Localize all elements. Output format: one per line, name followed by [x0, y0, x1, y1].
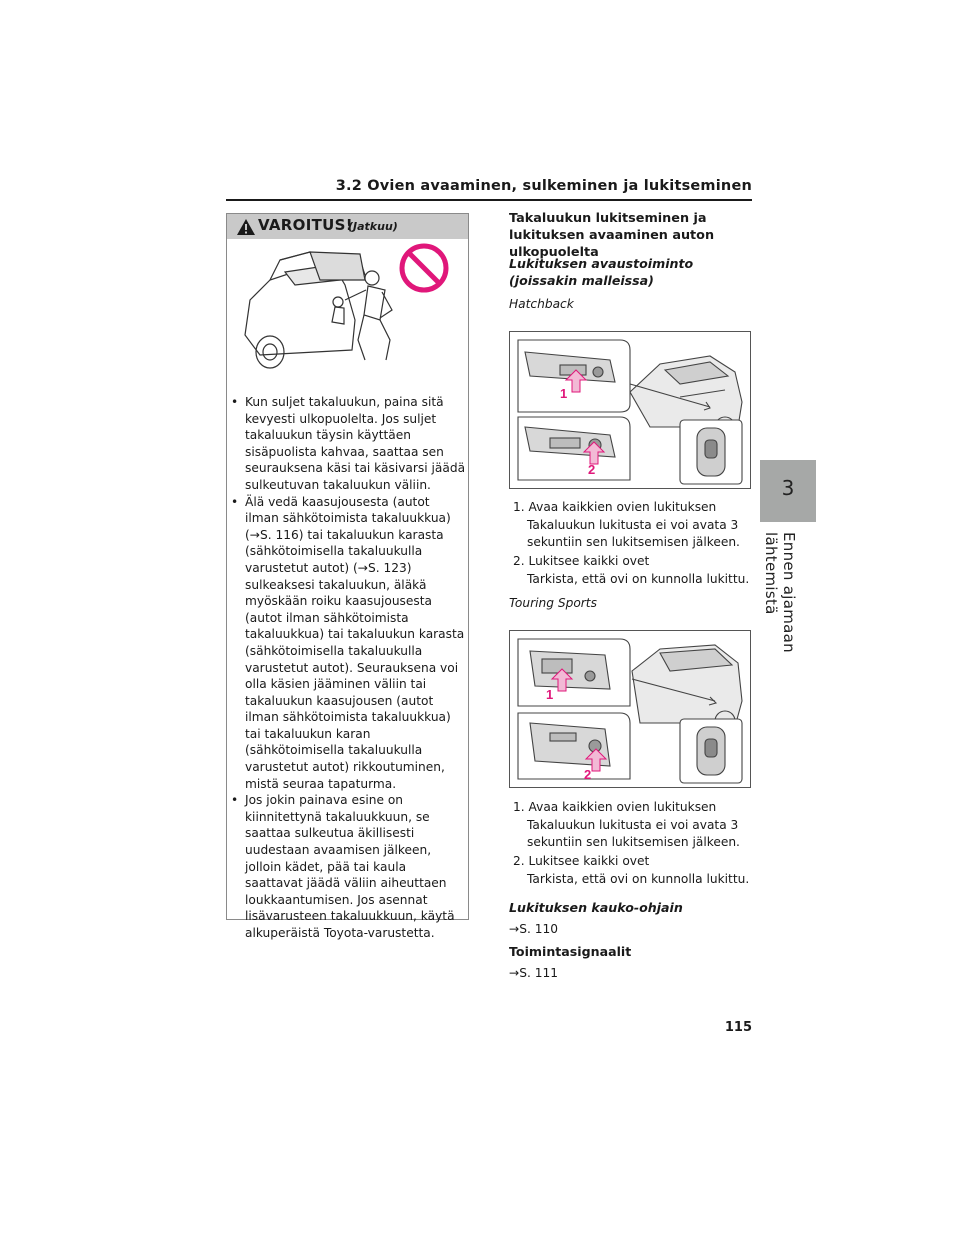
warning-list — [231, 394, 467, 942]
variant-label-touring-sports: Touring Sports — [509, 596, 597, 610]
callout-1: 1 — [560, 386, 568, 401]
warning-item: • Älä vedä kaasujousesta (autot ilman sähkötoimista takaluukkua) (→S. 116) tai takaluukun karasta (sähkötoimisella takaluukulla varustetut autot) (→S. 123) sulkeaksesi takaluukun, äläkä myöskään roiku kaasujousesta (autot ilman sähkötoimista takaluukkua) tai takaluukun karasta (sähkötoimisella takaluukulla varustetut autot). Seurauksena voi olla käsien jääminen väliin tai takaluukun kaasujousen (autot ilman sähkötoimista takaluukkua) tai takaluukun karan (sähkötoimisella takaluukulla varustetut autot) rikkoutuminen, mistä seuraa tapaturma. — [231, 494, 465, 791]
warning-triangle-icon — [236, 218, 256, 236]
variant-label-hatchback: Hatchback — [509, 297, 574, 311]
remote-heading: Lukituksen kauko-ohjain — [509, 900, 683, 915]
step-1-label: 1. Avaa kaikkien ovien lukituksen — [513, 500, 717, 514]
signals-page-link[interactable]: →S. 111 — [509, 966, 558, 980]
section-header-title: 3.2 Ovien avaaminen, sulkeminen ja lukitseminen — [335, 178, 752, 194]
header-divider — [226, 199, 752, 201]
step-2-label: 2. Lukitsee kaikki ovet — [513, 854, 650, 868]
hatchback-illustration — [510, 332, 750, 488]
step-2-detail: Tarkista, että ovi on kunnolla lukittu. — [527, 872, 750, 886]
touring-sports-illustration — [510, 631, 750, 787]
touring-sports-figure — [509, 630, 751, 788]
page-number: 115 — [724, 1020, 752, 1035]
section-heading: Takaluukun lukitseminen ja lukituksen avaaminen auton ulkopuolelta — [509, 211, 715, 260]
warning-continued-label: (Jatkuu) — [348, 220, 398, 233]
warning-item: • Jos jokin painava esine on kiinnitettynä takaluukkuun, se saattaa sulkeutua äkillisesti uudestaan avaamisen jälkeen, jolloin kädet, pää tai kaula saattavat jäädä väliin aiheuttaen loukkaantumisen. Jos asennat lisävarusteen takaluukkuun, käytä alkuperäistä Toyota-varustetta. — [231, 793, 455, 940]
callout-2: 2 — [584, 767, 592, 782]
hatchback-figure — [509, 331, 751, 489]
subsection-heading: Lukituksen avaustoiminto (joissakin malleissa) — [509, 256, 694, 288]
remote-page-link[interactable]: →S. 110 — [509, 922, 558, 936]
step-2-label: 2. Lukitsee kaikki ovet — [513, 554, 650, 568]
step-1-detail: Takaluukun lukitusta ei voi avata 3 sekuntiin sen lukitsemisen jälkeen. — [527, 518, 740, 549]
step-1-label: 1. Avaa kaikkien ovien lukituksen — [513, 800, 717, 814]
warning-item: • Kun suljet takaluukun, paina sitä kevyesti ulkopuolelta. Jos suljet takaluukun täysin käyttäen sisäpuolista kahvaa, saattaa sen seurauksena käsi tai käsivarsi jäädä sulkeutuvan takaluukun väliin. — [231, 395, 466, 492]
callout-2: 2 — [588, 462, 596, 477]
warning-title: VAROITUS! — [258, 216, 353, 234]
step-2-detail: Tarkista, että ovi on kunnolla lukittu. — [527, 572, 750, 586]
chapter-number: 3 — [781, 476, 795, 500]
signals-heading: Toimintasignaalit — [509, 944, 632, 959]
step-1-detail: Takaluukun lukitusta ei voi avata 3 sekuntiin sen lukitsemisen jälkeen. — [527, 818, 740, 849]
callout-1: 1 — [546, 687, 554, 702]
warning-illustration — [240, 240, 462, 380]
chapter-title-vertical: Ennen ajamaan lähtemistä — [762, 532, 798, 653]
